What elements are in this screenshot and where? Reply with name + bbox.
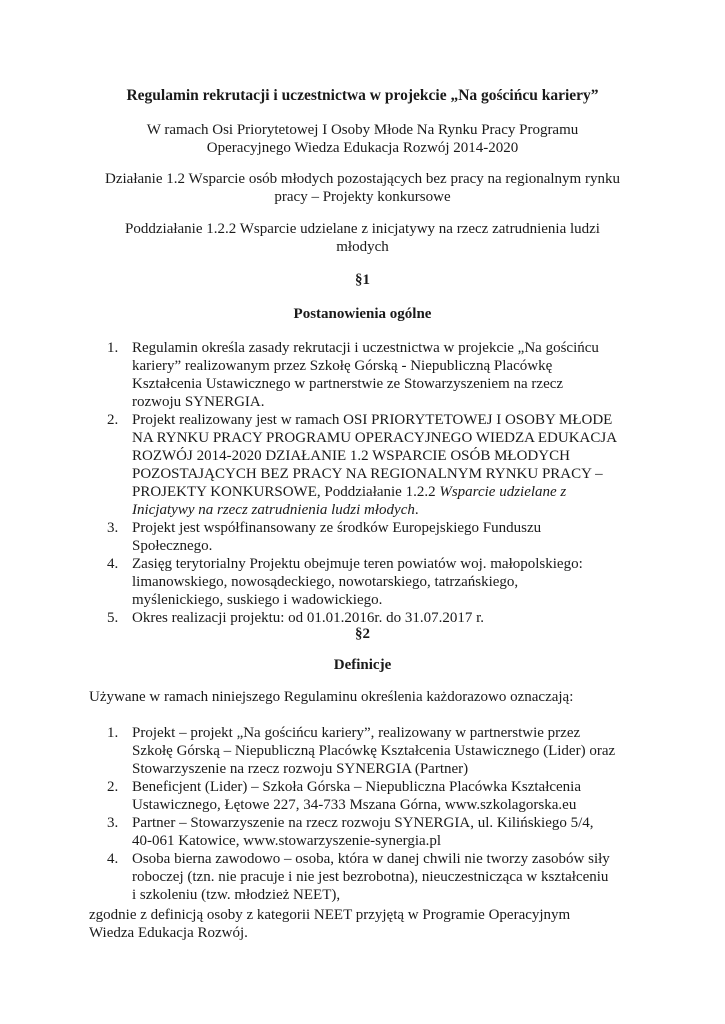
intro-subaction	[100, 220, 625, 256]
section-1-number: §1	[355, 272, 370, 288]
list-item: 1. Regulamin określa zasady rekrutacji i uczestnictwa w projekcie „Na gościńcu kariery” realizowanym przez Szkołę Górską - Niepubliczną Placówkę Kształcenia Ustawicznego w partnerstwie ze Stowarzyszeniem na rzecz rozwoju SYNERGIA.	[107, 340, 599, 410]
intro-program-line-1: W ramach Osi Priorytetowej I Osoby Młode Na Rynku Pracy Programu	[146, 122, 579, 138]
section-1-list	[107, 339, 627, 627]
section-2-list	[107, 724, 627, 904]
list-item: 2. Beneficjent (Lider) – Szkoła Górska – Niepubliczna Placówka Kształcenia Ustawicznego, Łętowe 227, 34-733 Mszana Górna, www.szkolagorska.eu	[107, 779, 581, 813]
section-1-heading: Postanowienia ogólne	[293, 306, 432, 322]
intro-subaction-line-2: młodych	[336, 239, 389, 255]
list-item: 2. Projekt realizowany jest w ramach OSI PRIORYTETOWEJ I OSOBY MŁODE NA RYNKU PRACY PROGRAMU OPERACYJNEGO WIEDZA EDUKACJA ROZWÓJ 2014-2020 DZIAŁANIE 1.2 WSPARCIE OSÓB MŁODYCH POZOSTAJĄCYCH BEZ PRACY NA REGIONALNYM RYNKU PRACY – PROJEKTY KONKURSOWE, Poddziałanie 1.2.2 Wsparcie udzielane z Inicjatywy na rzecz zatrudnienia ludzi młodych.	[107, 412, 618, 518]
section-2-lead: Używane w ramach niniejszego Regulaminu określenia każdorazowo oznaczają:	[89, 689, 574, 705]
intro-program	[100, 121, 625, 157]
list-item: 4. Zasięg terytorialny Projektu obejmuje teren powiatów woj. małopolskiego: limanowskiego, nowosądeckiego, nowotarskiego, tatrzańskiego, myślenickiego, suskiego i wadowickiego.	[107, 556, 583, 608]
intro-program-line-2: Operacyjnego Wiedza Edukacja Rozwój 2014-2020	[206, 140, 519, 156]
list-item: 5. Okres realizacji projektu: od 01.01.2016r. do 31.07.2017 r.	[107, 610, 485, 626]
section-2-number: §2	[355, 626, 370, 642]
document-title: Regulamin rekrutacji i uczestnictwa w projekcie „Na gościńcu kariery”	[126, 87, 599, 104]
list-item: 1. Projekt – projekt „Na gościńcu kariery”, realizowany w partnerstwie przez Szkołę Górską – Niepubliczną Placówkę Kształcenia Ustawicznego (Lider) oraz Stowarzyszenie na rzecz rozwoju SYNERGIA (Partner)	[107, 725, 616, 777]
intro-action	[100, 170, 625, 206]
list-item: 4. Osoba bierna zawodowo – osoba, która w danej chwili nie tworzy zasobów siły roboczej (tzn. nie pracuje i nie jest bezrobotna), nieuczestnicząca w kształceniu i szkoleniu (tzw. młodzież NEET),	[107, 851, 610, 903]
list-item: 3. Projekt jest współfinansowany ze środków Europejskiego Funduszu Społecznego.	[107, 520, 542, 554]
list-item: 3. Partner – Stowarzyszenie na rzecz rozwoju SYNERGIA, ul. Kilińskiego 5/4, 40-061 Katowice, www.stowarzyszenie-synergia.pl	[107, 815, 594, 849]
section-2-heading: Definicje	[333, 657, 392, 673]
intro-action-line-2: pracy – Projekty konkursowe	[274, 189, 451, 205]
section-2-closing: zgodnie z definicją osoby z kategorii NEET przyjętą w Programie Operacyjnym Wiedza Edukacja Rozwój.	[89, 907, 571, 941]
intro-action-line-1: Działanie 1.2 Wsparcie osób młodych pozostających bez pracy na regionalnym rynku	[105, 171, 620, 187]
intro-subaction-line-1: Poddziałanie 1.2.2 Wsparcie udzielane z inicjatywy na rzecz zatrudnienia ludzi	[125, 221, 600, 237]
